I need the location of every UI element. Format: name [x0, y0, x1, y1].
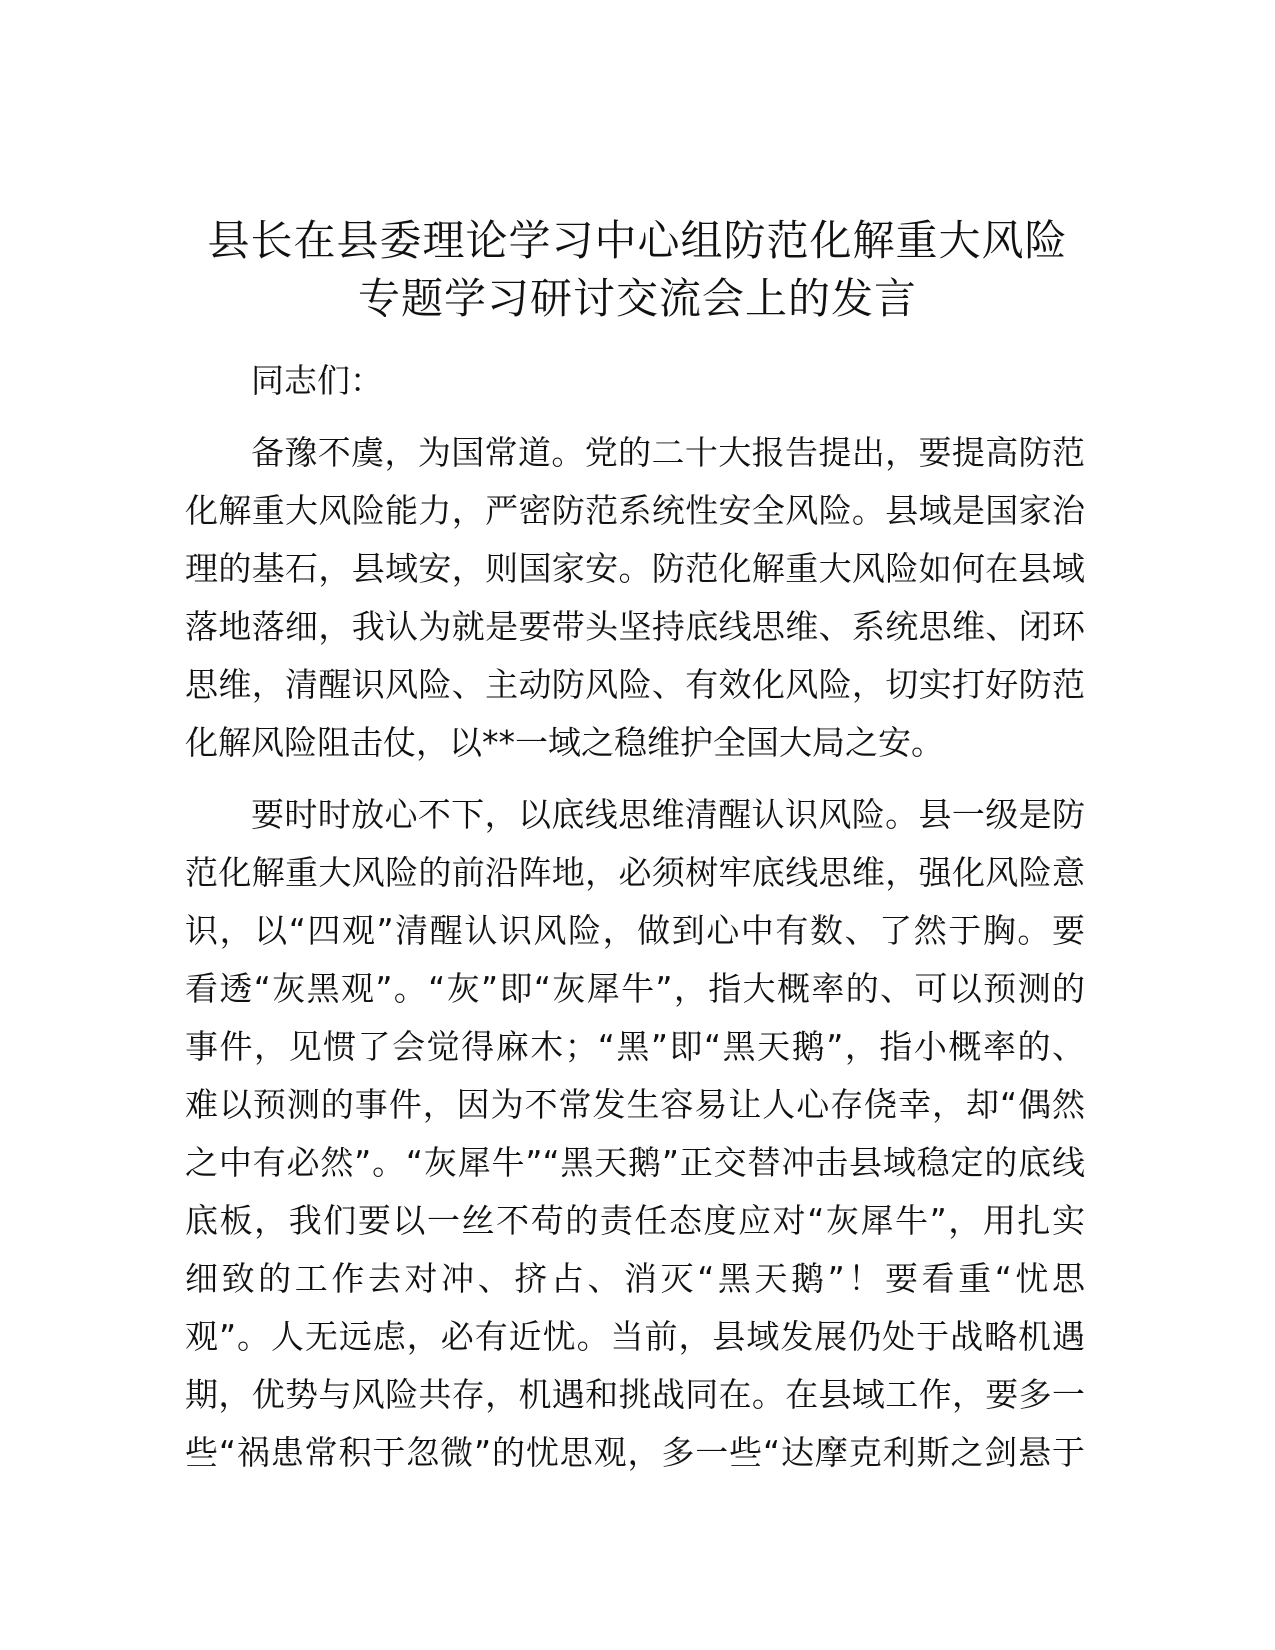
- paragraph-line: 细致的工作去对冲、挤占、消灭“黑天鹅”！要看重“忧思: [185, 1259, 1085, 1298]
- paragraph-line: 备豫不虞，为国常道。党的二十大报告提出，要提高防范: [251, 433, 1085, 472]
- paragraph-line: 化解重大风险能力，严密防范系统性安全风险。县域是国家治: [185, 491, 1085, 530]
- title-line-2: 专题学习研讨交流会上的发言: [357, 274, 917, 323]
- paragraph-line: 理的基石，县域安，则国家安。防范化解重大风险如何在县域: [185, 549, 1085, 588]
- paragraph-line: 些“祸患常积于忽微”的忧思观，多一些“达摩克利斯之剑悬于: [185, 1433, 1085, 1472]
- paragraph-1: [185, 424, 1085, 772]
- document-body: [185, 352, 1085, 1496]
- paragraph-line: 落地落细，我认为就是要带头坚持底线思维、系统思维、闭环: [185, 607, 1085, 646]
- paragraph-line: 底板，我们要以一丝不苟的责任态度应对“灰犀牛”，用扎实: [185, 1201, 1085, 1240]
- paragraph-line: 要时时放心不下，以底线思维清醒认识风险。县一级是防: [251, 795, 1085, 834]
- paragraph-line: 范化解重大风险的前沿阵地，必须树牢底线思维，强化风险意: [185, 853, 1085, 892]
- paragraph-line: 化解风险阻击仗，以**一域之稳维护全国大局之安。: [185, 723, 944, 762]
- salutation-text: 同志们：: [251, 361, 383, 400]
- paragraph-line: 难以预测的事件，因为不常发生容易让人心存侥幸，却“偶然: [185, 1085, 1085, 1124]
- paragraph-line: 识，以“四观”清醒认识风险，做到心中有数、了然于胸。要: [185, 911, 1085, 950]
- paragraph-line: 思维，清醒识风险、主动防风险、有效化风险，切实打好防范: [185, 665, 1085, 704]
- paragraph-line: 之中有必然”。“灰犀牛”“黑天鹅”正交替冲击县域稳定的底线: [185, 1143, 1085, 1182]
- document-title: [150, 212, 1125, 328]
- title-line-1: 县长在县委理论学习中心组防范化解重大风险: [207, 216, 1068, 265]
- salutation: [185, 352, 1085, 410]
- paragraph-line: 观”。人无远虑，必有近忧。当前，县域发展仍处于战略机遇: [185, 1317, 1085, 1356]
- paragraph-line: 事件，见惯了会觉得麻木；“黑”即“黑天鹅”，指小概率的、: [185, 1027, 1085, 1066]
- paragraph-2: [185, 786, 1085, 1482]
- paragraph-line: 看透“灰黑观”。“灰”即“灰犀牛”，指大概率的、可以预测的: [185, 969, 1085, 1008]
- paragraph-line: 期，优势与风险共存，机遇和挑战同在。在县域工作，要多一: [185, 1375, 1085, 1414]
